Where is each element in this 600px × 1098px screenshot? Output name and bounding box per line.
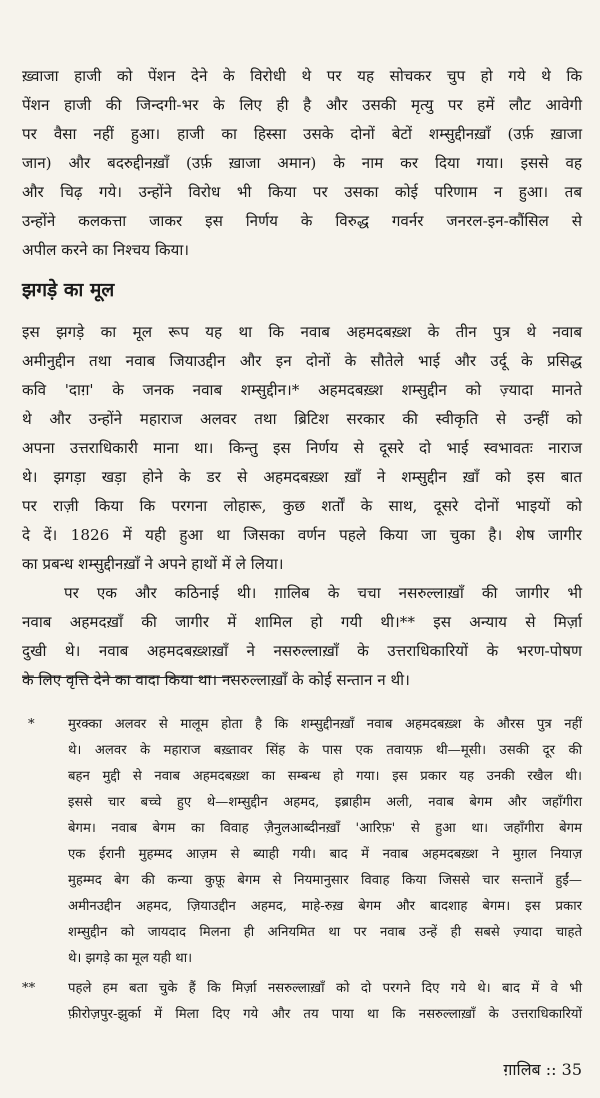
paragraph-line: पर एक और कठिनाई थी। ग़ालिब के चचा नसरुल्लाख़ाँ की जागीर भी xyxy=(64,584,582,602)
paragraph-line: और चिढ़ गये। उन्होंने विरोध भी किया पर उसका कोई परिणाम न हुआ। तब xyxy=(22,183,582,201)
paragraph-line: पर राज़ी किया कि परगना लोहारू, कुछ शर्तों के साथ, दूसरे दोनों भाइयों को xyxy=(22,497,582,515)
section-heading: झगड़े का मूल xyxy=(22,279,115,301)
paragraph-line: कवि 'दाग़' के जनक नवाब शम्सुद्दीन।* अहमदबख़्श शम्सुद्दीन को ज़्यादा मानते xyxy=(22,381,582,399)
paragraph-line: थे। झगड़ा खड़ा होने के डर से अहमदबख़्श ख़ाँ ने शम्सुद्दीन ख़ाँ को इस बात xyxy=(22,468,582,486)
paragraph-line: के लिए वृत्ति देने का वादा किया था। नसरुल्लाख़ाँ के कोई सन्तान न थी। xyxy=(22,671,410,689)
paragraph-line: अपील करने का निश्चय किया। xyxy=(22,241,190,259)
paragraph-line: पर वैसा नहीं हुआ। हाजी का हिस्सा उसके दोनों बेटों शम्सुद्दीनख़ाँ (उर्फ़ ख़ाजा xyxy=(22,125,582,143)
paragraph-line: इस झगड़े का मूल रूप यह था कि नवाब अहमदबख़्श के तीन पुत्र थे नवाब xyxy=(22,323,582,341)
footnote-line: मुहम्मद बेग की कन्या कुफ़ू बेगम से नियमानुसार विवाह किया जिससे चार सन्तानें हुईं— xyxy=(68,873,582,888)
footnote-marker: ** xyxy=(22,981,36,996)
paragraph-line: नवाब अहमदख़ाँ की जागीर में शामिल हो गयी थी।** इस अन्याय से मिर्ज़ा xyxy=(22,613,582,631)
footnote-line: पहले हम बता चुके हैं कि मिर्ज़ा नसरुल्लाख़ाँ को दो परगने दिए गये थे। बाद में वे भी xyxy=(68,981,582,996)
footnote-marker: * xyxy=(28,717,35,732)
paragraph-line: दे दें। 1826 में यही हुआ था जिसका वर्णन पहले किया जा चुका है। शेष जागीर xyxy=(22,526,582,544)
paragraph-line: दुखी थे। नवाब अहमदबख़्शख़ाँ ने नसरुल्लाख़ाँ के उत्तराधिकारियों के भरण-पोषण xyxy=(22,642,582,660)
footnote-divider xyxy=(22,677,232,678)
footnote-line: फ़ीरोज़पुर-झुर्का में मिला दिए गये और तय पाया था कि नसरुल्लाख़ाँ के उत्तराधिकारियों xyxy=(68,1007,582,1022)
paragraph-line: उन्होंने कलकत्ता जाकर इस निर्णय के विरुद्ध गवर्नर जनरल-इन-कौंसिल से xyxy=(22,212,582,230)
paragraph-line: पेंशन हाजी की जिन्दगी-भर के लिए ही है और उसकी मृत्यु पर हमें लौट आवेगी xyxy=(22,96,582,114)
footnote-line: अमीनउद्दीन अहमद, ज़ियाउद्दीन अहमद, माहे-रुख़ बेगम और बादशाह बेगम। इस प्रकार xyxy=(68,899,582,914)
footnote-line: एक ईरानी मुहम्मद आज़म से ब्याही गयी। बाद में नवाब अहमदबख़्श ने मुग़ल नियाज़ xyxy=(68,847,582,862)
footnote-line: इससे चार बच्चे हुए थे—शम्सुद्दीन अहमद, इब्राहीम अली, नवाब बेगम और जहाँगीरा xyxy=(68,795,582,810)
page-number: ग़ालिब :: 35 xyxy=(503,1060,582,1079)
footnote-line: बहन मुद्दी से नवाब अहमदबख़्श का सम्बन्ध हो गया। इस प्रकार यह उनकी रखैल थी। xyxy=(68,769,582,784)
paragraph-line: का प्रबन्ध शम्सुद्दीनख़ाँ ने अपने हाथों में ले लिया। xyxy=(22,555,284,573)
paragraph-line: अमीनुद्दीन तथा नवाब जियाउद्दीन और इन दोनों के सौतेले भाई और उर्दू के प्रसिद्ध xyxy=(22,352,582,370)
paragraph-line: अपना उत्तराधिकारी माना था। किन्तु इस निर्णय से दूसरे दो भाई स्वभावतः नाराज xyxy=(22,439,582,457)
paragraph-line: थे और उन्होंने महाराज अलवर तथा ब्रिटिश सरकार की स्वीकृति से उन्हीं को xyxy=(22,410,582,428)
footnote-line: बेगम। नवाब बेगम का विवाह ज़ैनुलआब्दीनख़ाँ 'आरिफ़' से हुआ था। जहाँगीरा बेगम xyxy=(68,821,582,836)
footnote-line: शम्सुद्दीन को जायदाद मिलना ही अनियमित था पर नवाब उन्हें ही सबसे ज़्यादा चाहते xyxy=(68,925,582,940)
footnote-line: मुरक्का अलवर से मालूम होता है कि शम्सुद्दीनख़ाँ नवाब अहमदबख़्श के औरस पुत्र नहीं xyxy=(68,717,582,732)
footnote-line: थे। झगड़े का मूल यही था। xyxy=(68,951,193,966)
footnote-line: थे। अलवर के महाराज बख़्तावर सिंह के पास एक तवायफ़ थी—मूसी। उसकी दूर की xyxy=(68,743,582,758)
paragraph-line: जान) और बदरुद्दीनख़ाँ (उर्फ़ ख़ाजा अमान) के नाम कर दिया गया। इससे वह xyxy=(22,154,582,172)
paragraph-line: ख़्वाजा हाजी को पेंशन देने के विरोधी थे पर यह सोचकर चुप हो गये थे कि xyxy=(22,67,582,85)
